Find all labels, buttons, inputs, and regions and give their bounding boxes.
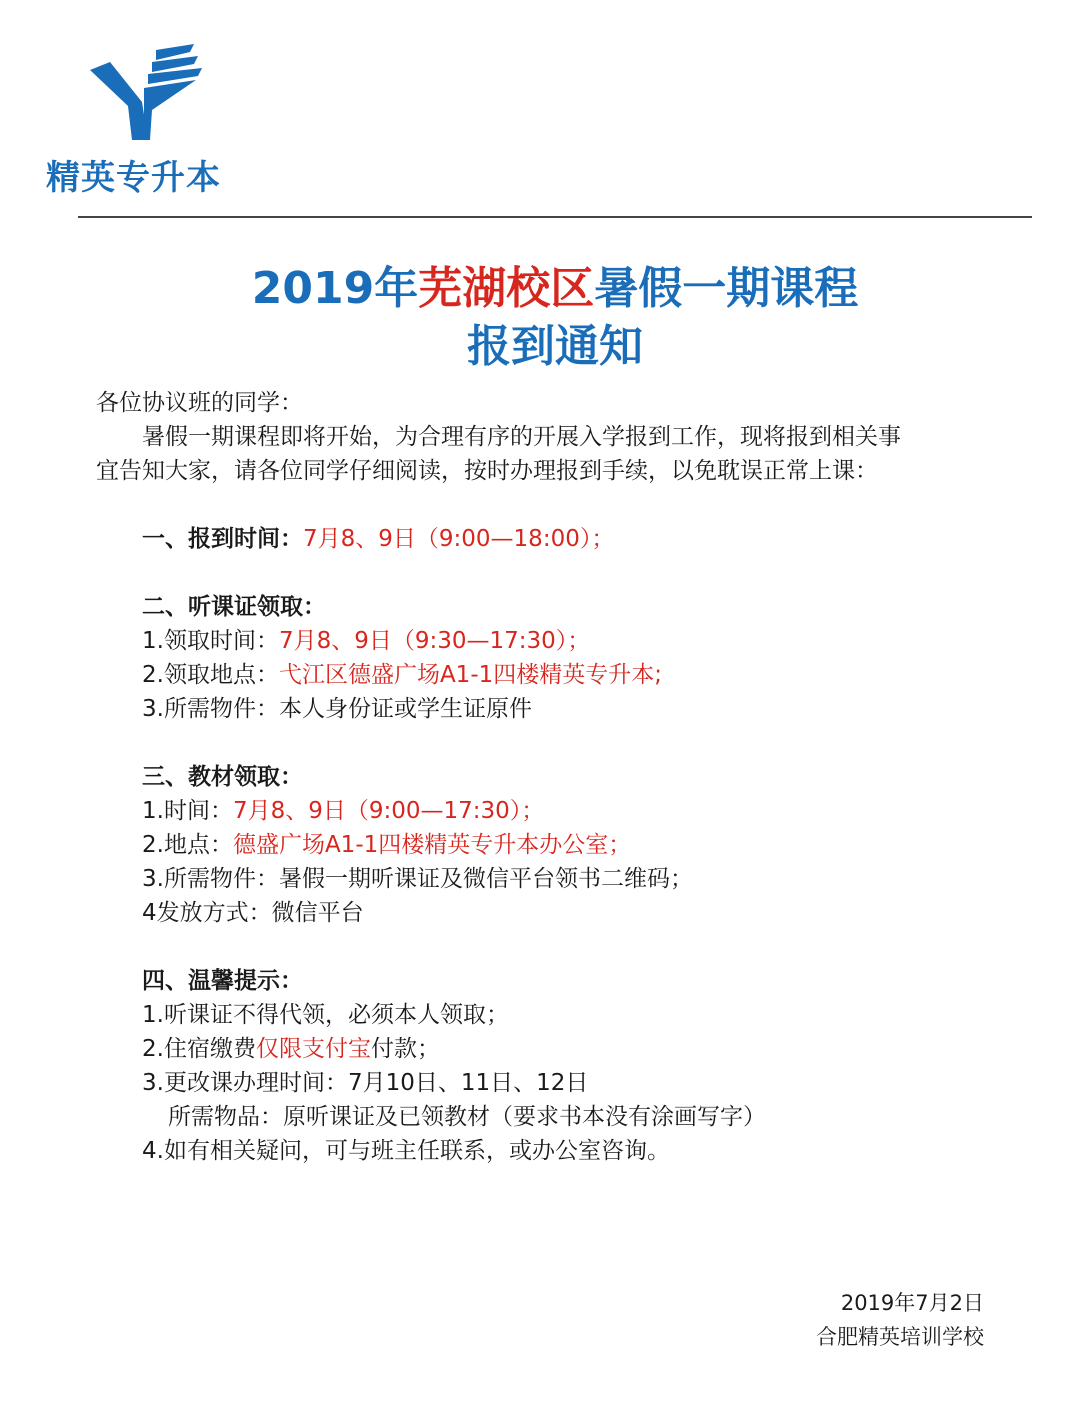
- section-1-value: 7月8、9日（9:00—18:00）；: [303, 526, 615, 552]
- title-campus: 芜湖校区: [418, 263, 595, 314]
- page-subtitle: 报到通知: [467, 321, 643, 372]
- section-2-item-3: 3.所需物件：本人身份证或学生证原件: [142, 696, 532, 722]
- title-year: 2019年: [251, 263, 419, 314]
- page-title: [0, 252, 1080, 316]
- section-1: [96, 522, 1016, 556]
- book-y-logo-icon: [86, 40, 206, 148]
- section-3-item-3: 3.所需物件：暑假一期听课证及微信平台领书二维码；: [142, 866, 693, 892]
- brand-name: 精英专升本: [46, 158, 221, 198]
- section-3-item-1: 1.时间：7月8、9日（9:00—17:30）；: [142, 798, 545, 824]
- signature: [816, 1286, 984, 1354]
- header-divider: [78, 216, 1032, 218]
- section-1-label: 一、报到时间：: [142, 526, 303, 552]
- section-2-item-2: 2.领取地点：弋江区德盛广场A1-1四楼精英专升本;: [142, 662, 663, 688]
- signature-date: 2019年7月2日: [840, 1291, 984, 1315]
- section-3-item-4: 4发放方式：微信平台: [142, 900, 364, 926]
- section-4-item-4: 4.如有相关疑问，可与班主任联系，或办公室咨询。: [142, 1138, 670, 1164]
- signature-org: 合肥精英培训学校: [816, 1325, 984, 1349]
- notice-body: [96, 386, 1016, 1168]
- intro-line-1: 暑假一期课程即将开始，为合理有序的开展入学报到工作，现将报到相关事: [142, 424, 901, 450]
- section-4-item-3-sub: 所需物品：原听课证及已领教材（要求书本没有涂画写字）: [168, 1104, 766, 1130]
- section-2-item-1: 1.领取时间：7月8、9日（9:30—17:30）；: [142, 628, 591, 654]
- title-course: 暑假一期课程: [594, 263, 859, 314]
- section-4-item-2: 2.住宿缴费仅限支付宝付款；: [142, 1036, 440, 1062]
- section-4-item-1: 1.听课证不得代领，必须本人领取；: [142, 1002, 509, 1028]
- intro-line-2: 宜告知大家，请各位同学仔细阅读，按时办理报到手续，以免耽误正常上课：: [96, 458, 878, 484]
- section-4-item-3: 3.更改课办理时间：7月10日、11日、12日: [142, 1070, 589, 1096]
- section-3-heading: 三、教材领取：: [142, 764, 303, 790]
- greeting: 各位协议班的同学：: [96, 390, 303, 416]
- brand-logo: [46, 40, 246, 198]
- section-2-heading: 二、听课证领取：: [142, 594, 326, 620]
- section-3-item-2: 2.地点：德盛广场A1-1四楼精英专升本办公室；: [142, 832, 632, 858]
- section-4-heading: 四、温馨提示：: [142, 968, 303, 994]
